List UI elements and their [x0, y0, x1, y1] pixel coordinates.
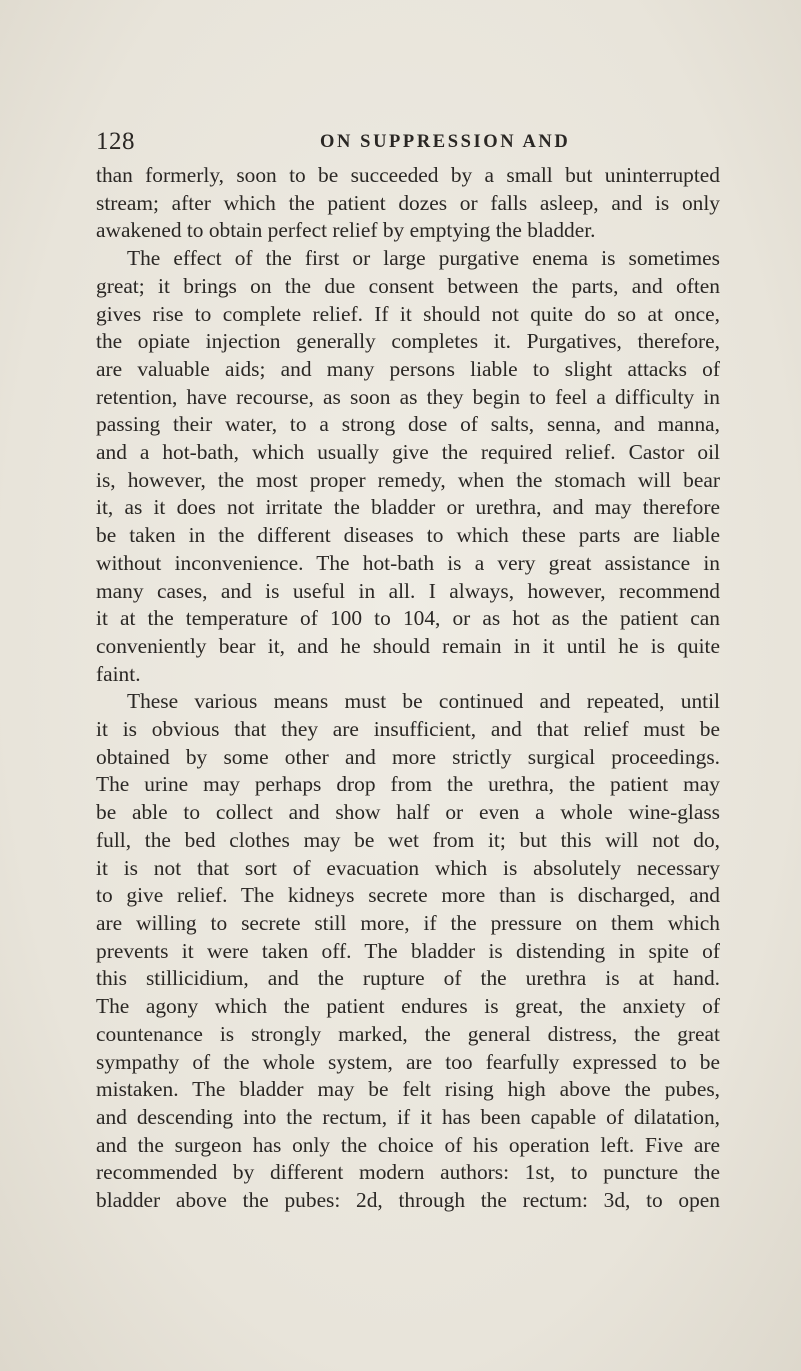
text-line: retention, have recourse, as soon as they begin to feel a difficulty in	[96, 384, 720, 409]
text-line: the opiate injection generally completes it. Purgatives, therefore,	[96, 329, 720, 354]
text-line: bladder above the pubes: 2d, through the rectum: 3d, to open	[96, 1188, 720, 1213]
text-line: is, however, the most proper remedy, when the stomach will bear	[96, 467, 720, 492]
text-line: conveniently bear it, and he should remain in it until he is quite	[96, 633, 720, 658]
paragraph-start-line: The effect of the first or large purgative enema is sometimes	[127, 246, 720, 271]
text-line: passing their water, to a strong dose of salts, senna, and manna,	[96, 412, 720, 437]
text-line: sympathy of the whole system, are too fearfully expressed to be	[96, 1049, 720, 1074]
body-text	[96, 162, 720, 1215]
text-line: many cases, and is useful in all. I always, however, recommend	[96, 578, 720, 603]
text-line: are willing to secrete still more, if the pressure on them which	[96, 910, 720, 935]
text-line: full, the bed clothes may be wet from it; but this will not do,	[96, 827, 720, 852]
text-line: it is not that sort of evacuation which is absolutely necessary	[96, 855, 720, 880]
text-line: gives rise to complete relief. If it should not quite do so at once,	[96, 301, 720, 326]
text-line: and a hot-bath, which usually give the required relief. Castor oil	[96, 440, 720, 465]
paragraph-start-line: These various means must be continued and repeated, until	[127, 689, 720, 714]
text-line: this stillicidium, and the rupture of the urethra is at hand.	[96, 966, 720, 991]
text-line: countenance is strongly marked, the general distress, the great	[96, 1021, 720, 1046]
text-line: be taken in the different diseases to which these parts are liable	[96, 523, 720, 548]
text-line: it is obvious that they are insufficient, and that relief must be	[96, 717, 720, 742]
text-line: faint.	[96, 661, 141, 686]
text-line: and the surgeon has only the choice of his operation left. Five are	[96, 1132, 720, 1157]
text-line: The agony which the patient endures is great, the anxiety of	[96, 994, 720, 1019]
text-line: awakened to obtain perfect relief by emptying the bladder.	[96, 218, 596, 243]
text-line: to give relief. The kidneys secrete more than is discharged, and	[96, 883, 720, 908]
text-line: than formerly, soon to be succeeded by a small but uninterrupted	[96, 163, 720, 187]
text-line: are valuable aids; and many persons liable to slight attacks of	[96, 356, 720, 381]
text-line: it at the temperature of 100 to 104, or as hot as the patient can	[96, 606, 720, 631]
running-title: ON SUPPRESSION AND	[320, 132, 571, 152]
text-line: The urine may perhaps drop from the urethra, the patient may	[96, 772, 720, 797]
text-line: prevents it were taken off. The bladder is distending in spite of	[96, 938, 720, 963]
text-line: great; it brings on the due consent between the parts, and often	[96, 273, 720, 298]
text-line: stream; after which the patient dozes or falls asleep, and is only	[96, 190, 720, 215]
text-line: mistaken. The bladder may be felt rising high above the pubes,	[96, 1077, 720, 1102]
running-head	[96, 128, 720, 160]
text-line: recommended by different modern authors: 1st, to puncture the	[96, 1160, 720, 1185]
text-line: and descending into the rectum, if it has been capable of dilatation,	[96, 1104, 720, 1129]
page-number: 128	[96, 128, 135, 155]
text-line: obtained by some other and more strictly surgical proceedings.	[96, 744, 720, 769]
text-line: be able to collect and show half or even a whole wine-glass	[96, 800, 720, 825]
text-line: it, as it does not irritate the bladder or urethra, and may therefore	[96, 495, 720, 520]
text-line: without inconvenience. The hot-bath is a very great assistance in	[96, 550, 720, 575]
